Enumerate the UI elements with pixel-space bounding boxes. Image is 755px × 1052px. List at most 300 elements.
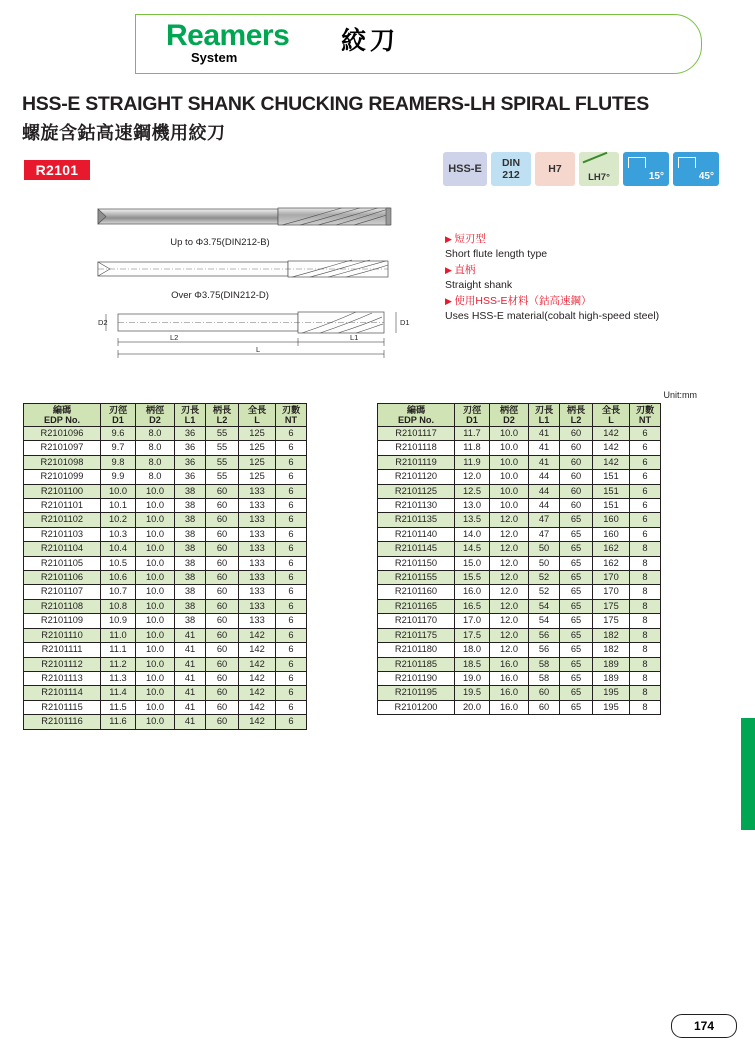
cell-value: 6	[630, 499, 661, 513]
cell-value: 6	[630, 470, 661, 484]
page-number: 174	[671, 1014, 737, 1038]
cell-value: 56	[529, 628, 560, 642]
cell-value: 142	[593, 427, 630, 441]
feature-label-cn: 直柄	[454, 264, 476, 276]
cell-value: 11.6	[101, 715, 136, 729]
cell-value: 60	[206, 527, 239, 541]
col-header-edp: 編碼 EDP No.	[378, 404, 455, 427]
angle-15-label: 15°	[648, 171, 664, 182]
table-row	[378, 571, 661, 585]
cell-value: 8.0	[136, 470, 175, 484]
cell-value: 6	[276, 715, 307, 729]
cell-value: 65	[560, 571, 593, 585]
cell-edp-no: R2101120	[378, 470, 455, 484]
din-number: 212	[502, 169, 520, 181]
table-row	[378, 427, 661, 441]
cell-value: 12.0	[490, 585, 529, 599]
cell-value: 60	[206, 700, 239, 714]
cell-value: 55	[206, 455, 239, 469]
cell-value: 6	[276, 686, 307, 700]
cell-value: 12.0	[490, 527, 529, 541]
lh-helix-icon	[579, 152, 619, 186]
cell-value: 6	[276, 441, 307, 455]
cell-value: 44	[529, 499, 560, 513]
cell-value: 16.0	[490, 686, 529, 700]
cell-value: 182	[593, 643, 630, 657]
cell-edp-no: R2101108	[24, 599, 101, 613]
cell-value: 6	[276, 628, 307, 642]
cell-edp-no: R2101117	[378, 427, 455, 441]
feature-list	[445, 232, 705, 325]
feature-item-cn	[445, 232, 705, 247]
cell-value: 11.7	[455, 427, 490, 441]
cell-value: 58	[529, 671, 560, 685]
cell-value: 8	[630, 686, 661, 700]
cell-value: 10.0	[136, 513, 175, 527]
table-row	[24, 715, 307, 729]
table-body-left	[24, 427, 307, 730]
cell-value: 12.0	[490, 571, 529, 585]
cell-edp-no: R2101106	[24, 571, 101, 585]
cell-value: 10.0	[136, 585, 175, 599]
table-row	[24, 455, 307, 469]
cell-value: 36	[175, 427, 206, 441]
cell-value: 6	[276, 585, 307, 599]
cell-value: 170	[593, 571, 630, 585]
cell-value: 12.0	[490, 542, 529, 556]
cell-value: 12.0	[455, 470, 490, 484]
cell-edp-no: R2101119	[378, 455, 455, 469]
cell-value: 160	[593, 527, 630, 541]
cell-value: 8	[630, 599, 661, 613]
cell-value: 6	[630, 484, 661, 498]
col-header-l1: 刃長 L1	[175, 404, 206, 427]
col-header-d2: 柄徑 D2	[136, 404, 175, 427]
cell-value: 41	[175, 671, 206, 685]
cell-value: 10.6	[101, 571, 136, 585]
cell-value: 10.5	[101, 556, 136, 570]
h7-tolerance-icon	[535, 152, 575, 186]
cell-edp-no: R2101114	[24, 686, 101, 700]
cell-value: 65	[560, 657, 593, 671]
cell-value: 10.0	[136, 571, 175, 585]
table-row	[378, 614, 661, 628]
table-row	[24, 542, 307, 556]
cell-edp-no: R2101135	[378, 513, 455, 527]
cell-value: 10.0	[136, 671, 175, 685]
cell-value: 47	[529, 527, 560, 541]
feature-item-cn	[445, 263, 705, 278]
cell-edp-no: R2101165	[378, 599, 455, 613]
cell-value: 10.0	[136, 556, 175, 570]
cell-value: 195	[593, 700, 630, 714]
angle-45-icon	[673, 152, 719, 186]
cell-edp-no: R2101098	[24, 455, 101, 469]
cell-value: 44	[529, 470, 560, 484]
cell-value: 6	[276, 499, 307, 513]
cell-value: 6	[276, 527, 307, 541]
cell-value: 36	[175, 470, 206, 484]
table-row	[378, 470, 661, 484]
table-row	[378, 556, 661, 570]
cell-value: 9.9	[101, 470, 136, 484]
cell-value: 38	[175, 571, 206, 585]
cell-value: 11.8	[455, 441, 490, 455]
cell-value: 142	[239, 686, 276, 700]
cell-value: 10.0	[490, 499, 529, 513]
cell-value: 60	[206, 686, 239, 700]
cell-value: 58	[529, 657, 560, 671]
cell-value: 38	[175, 542, 206, 556]
cell-edp-no: R2101103	[24, 527, 101, 541]
cell-value: 133	[239, 556, 276, 570]
cell-value: 14.0	[455, 527, 490, 541]
cell-value: 6	[630, 513, 661, 527]
cell-value: 44	[529, 484, 560, 498]
cell-value: 60	[206, 571, 239, 585]
table-row	[378, 585, 661, 599]
cell-value: 65	[560, 686, 593, 700]
cell-edp-no: R2101116	[24, 715, 101, 729]
cell-value: 6	[276, 556, 307, 570]
cell-value: 60	[206, 657, 239, 671]
table-row	[24, 427, 307, 441]
din-label: DIN	[501, 157, 521, 169]
cell-value: 20.0	[455, 700, 490, 714]
cell-value: 38	[175, 513, 206, 527]
cell-value: 9.8	[101, 455, 136, 469]
cell-value: 142	[239, 643, 276, 657]
dim-label-l1: L1	[350, 333, 359, 342]
cell-value: 8	[630, 628, 661, 642]
triangle-bullet-icon: ▶	[445, 265, 455, 275]
cell-value: 162	[593, 556, 630, 570]
cell-value: 65	[560, 527, 593, 541]
cell-edp-no: R2101140	[378, 527, 455, 541]
cell-value: 10.0	[136, 700, 175, 714]
cell-value: 11.9	[455, 455, 490, 469]
table-row	[24, 585, 307, 599]
cell-value: 8.0	[136, 427, 175, 441]
cell-edp-no: R2101185	[378, 657, 455, 671]
table-row	[24, 599, 307, 613]
cell-value: 18.5	[455, 657, 490, 671]
cell-value: 16.0	[490, 657, 529, 671]
cell-value: 52	[529, 571, 560, 585]
cell-value: 6	[276, 542, 307, 556]
cell-value: 60	[560, 455, 593, 469]
cell-value: 36	[175, 441, 206, 455]
cell-value: 182	[593, 628, 630, 642]
cell-value: 16.0	[490, 700, 529, 714]
cell-value: 41	[529, 455, 560, 469]
cell-value: 125	[239, 441, 276, 455]
cell-edp-no: R2101200	[378, 700, 455, 714]
cell-value: 10.0	[136, 643, 175, 657]
cell-value: 19.5	[455, 686, 490, 700]
cell-edp-no: R2101125	[378, 484, 455, 498]
cell-value: 41	[175, 643, 206, 657]
col-header-l2: 柄長 L2	[560, 404, 593, 427]
table-row	[24, 671, 307, 685]
cell-value: 16.5	[455, 599, 490, 613]
cell-edp-no: R2101097	[24, 441, 101, 455]
dim-label-l2: L2	[170, 333, 179, 342]
cell-value: 151	[593, 484, 630, 498]
cell-value: 38	[175, 599, 206, 613]
cell-value: 142	[239, 657, 276, 671]
triangle-bullet-icon: ▶	[445, 296, 455, 306]
cell-edp-no: R2101175	[378, 628, 455, 642]
cell-value: 12.0	[490, 643, 529, 657]
cell-value: 10.0	[136, 715, 175, 729]
cell-value: 195	[593, 686, 630, 700]
cell-value: 10.0	[490, 441, 529, 455]
table-row	[378, 671, 661, 685]
cell-value: 38	[175, 614, 206, 628]
cell-value: 10.1	[101, 499, 136, 513]
cell-edp-no: R2101190	[378, 671, 455, 685]
cell-value: 170	[593, 585, 630, 599]
cell-value: 52	[529, 585, 560, 599]
cell-value: 6	[276, 614, 307, 628]
cell-value: 10.0	[136, 527, 175, 541]
table-row	[24, 484, 307, 498]
page-title: Reamers	[166, 19, 290, 52]
table-row	[378, 542, 661, 556]
cell-value: 142	[593, 455, 630, 469]
cell-value: 41	[529, 441, 560, 455]
cell-value: 55	[206, 441, 239, 455]
cell-value: 12.0	[490, 556, 529, 570]
cell-value: 133	[239, 599, 276, 613]
cell-value: 6	[276, 484, 307, 498]
cell-value: 133	[239, 513, 276, 527]
cell-value: 9.6	[101, 427, 136, 441]
cell-value: 65	[560, 542, 593, 556]
cell-value: 8	[630, 614, 661, 628]
table-row	[24, 527, 307, 541]
angle-45-label: 45°	[698, 171, 714, 182]
cell-edp-no: R2101100	[24, 484, 101, 498]
cell-value: 41	[175, 700, 206, 714]
cell-value: 38	[175, 484, 206, 498]
cell-value: 8	[630, 585, 661, 599]
cell-value: 60	[206, 628, 239, 642]
cell-value: 65	[560, 585, 593, 599]
cell-value: 162	[593, 542, 630, 556]
cell-value: 8.0	[136, 441, 175, 455]
cell-value: 6	[276, 671, 307, 685]
cell-value: 9.7	[101, 441, 136, 455]
cell-value: 6	[276, 571, 307, 585]
table-row	[24, 686, 307, 700]
cell-value: 12.0	[490, 513, 529, 527]
cell-value: 65	[560, 614, 593, 628]
cell-value: 65	[560, 628, 593, 642]
col-header-l1: 刃長 L1	[529, 404, 560, 427]
col-header-l2: 柄長 L2	[206, 404, 239, 427]
cell-value: 65	[560, 556, 593, 570]
cell-value: 10.4	[101, 542, 136, 556]
cell-value: 142	[239, 700, 276, 714]
cell-value: 10.0	[490, 484, 529, 498]
cell-value: 142	[239, 715, 276, 729]
cell-value: 60	[529, 700, 560, 714]
cell-value: 60	[206, 671, 239, 685]
cell-value: 41	[529, 427, 560, 441]
section-side-tab	[741, 718, 755, 830]
table-row	[24, 614, 307, 628]
cell-value: 10.0	[136, 542, 175, 556]
cell-value: 10.0	[136, 614, 175, 628]
cell-value: 12.0	[490, 614, 529, 628]
feature-label-cn: 使用HSS-E材料（鈷高速鋼）	[454, 295, 592, 307]
cell-value: 6	[630, 427, 661, 441]
page-subtitle: System	[191, 50, 238, 65]
col-header-nt: 刃數 NT	[276, 404, 307, 427]
cell-value: 10.2	[101, 513, 136, 527]
cell-value: 10.7	[101, 585, 136, 599]
cell-value: 6	[276, 657, 307, 671]
cell-value: 142	[593, 441, 630, 455]
cell-edp-no: R2101111	[24, 643, 101, 657]
cell-value: 15.0	[455, 556, 490, 570]
table-row	[378, 499, 661, 513]
feature-item-en: Straight shank	[445, 279, 513, 291]
dim-label-d2: D2	[98, 318, 108, 327]
table-row	[24, 556, 307, 570]
table-header-row	[378, 404, 661, 427]
cell-value: 47	[529, 513, 560, 527]
cell-value: 16.0	[455, 585, 490, 599]
cell-value: 54	[529, 599, 560, 613]
cell-value: 133	[239, 571, 276, 585]
cell-value: 65	[560, 700, 593, 714]
cell-edp-no: R2101145	[378, 542, 455, 556]
cell-value: 6	[630, 441, 661, 455]
dim-label-l: L	[256, 345, 261, 354]
dim-label-d1: D1	[400, 318, 410, 327]
cell-value: 60	[206, 556, 239, 570]
product-code-badge: R2101	[24, 160, 90, 180]
cell-value: 133	[239, 484, 276, 498]
table-row	[378, 599, 661, 613]
page-title-cn: 絞刀	[341, 27, 400, 55]
section-title-cn: 螺旋含鈷高速鋼機用絞刀	[22, 123, 226, 143]
cell-value: 12.0	[490, 628, 529, 642]
cell-value: 14.5	[455, 542, 490, 556]
cell-value: 41	[175, 657, 206, 671]
cell-value: 10.0	[136, 499, 175, 513]
cell-value: 60	[206, 542, 239, 556]
triangle-bullet-icon: ▶	[445, 234, 455, 244]
cell-value: 60	[529, 686, 560, 700]
cell-value: 8	[630, 657, 661, 671]
feature-item-cn	[445, 294, 705, 309]
cell-edp-no: R2101195	[378, 686, 455, 700]
drawing-caption-bottom: Over Φ3.75(DIN212-D)	[171, 290, 269, 301]
col-header-edp: 編碼 EDP No.	[24, 404, 101, 427]
cell-edp-no: R2101102	[24, 513, 101, 527]
spec-table-left	[23, 403, 307, 730]
cell-value: 60	[206, 614, 239, 628]
table-row	[378, 700, 661, 714]
table-body-right	[378, 427, 661, 715]
cell-value: 133	[239, 542, 276, 556]
cell-value: 55	[206, 470, 239, 484]
cell-value: 6	[276, 599, 307, 613]
cell-value: 41	[175, 715, 206, 729]
cell-edp-no: R2101099	[24, 470, 101, 484]
cell-value: 8	[630, 542, 661, 556]
cell-value: 11.2	[101, 657, 136, 671]
cell-value: 6	[630, 455, 661, 469]
cell-value: 38	[175, 585, 206, 599]
table-header-row	[24, 404, 307, 427]
cell-value: 10.0	[490, 470, 529, 484]
cell-value: 13.5	[455, 513, 490, 527]
cell-value: 189	[593, 671, 630, 685]
cell-value: 11.4	[101, 686, 136, 700]
table-row	[378, 441, 661, 455]
drawing-caption-top: Up to Φ3.75(DIN212-B)	[170, 237, 270, 248]
cell-value: 10.0	[136, 657, 175, 671]
table-row	[24, 628, 307, 642]
cell-value: 151	[593, 499, 630, 513]
h7-label: H7	[548, 163, 562, 175]
cell-value: 65	[560, 671, 593, 685]
cell-value: 50	[529, 556, 560, 570]
table-row	[24, 441, 307, 455]
reamer-drawing-svg	[20, 190, 420, 370]
cell-edp-no: R2101107	[24, 585, 101, 599]
table-row	[24, 657, 307, 671]
cell-value: 55	[206, 427, 239, 441]
hss-e-label: HSS-E	[448, 163, 482, 175]
cell-value: 38	[175, 556, 206, 570]
cell-value: 10.0	[136, 484, 175, 498]
cell-value: 54	[529, 614, 560, 628]
cell-value: 142	[239, 628, 276, 642]
cell-value: 11.1	[101, 643, 136, 657]
cell-value: 10.0	[136, 686, 175, 700]
cell-value: 6	[276, 643, 307, 657]
col-header-d1: 刃徑 D1	[101, 404, 136, 427]
col-header-l: 全長 L	[593, 404, 630, 427]
cell-value: 17.5	[455, 628, 490, 642]
cell-value: 8	[630, 643, 661, 657]
cell-value: 6	[630, 527, 661, 541]
cell-value: 12.5	[455, 484, 490, 498]
cell-value: 10.8	[101, 599, 136, 613]
cell-edp-no: R2101101	[24, 499, 101, 513]
cell-value: 133	[239, 499, 276, 513]
cell-value: 11.3	[101, 671, 136, 685]
lh-label: LH7°	[588, 172, 610, 183]
table-row	[24, 513, 307, 527]
cell-value: 18.0	[455, 643, 490, 657]
table-row	[24, 700, 307, 714]
cell-edp-no: R2101096	[24, 427, 101, 441]
cell-edp-no: R2101105	[24, 556, 101, 570]
cell-edp-no: R2101118	[378, 441, 455, 455]
cell-edp-no: R2101155	[378, 571, 455, 585]
cell-edp-no: R2101180	[378, 643, 455, 657]
din-212-icon	[491, 152, 531, 186]
cell-edp-no: R2101130	[378, 499, 455, 513]
cell-value: 56	[529, 643, 560, 657]
